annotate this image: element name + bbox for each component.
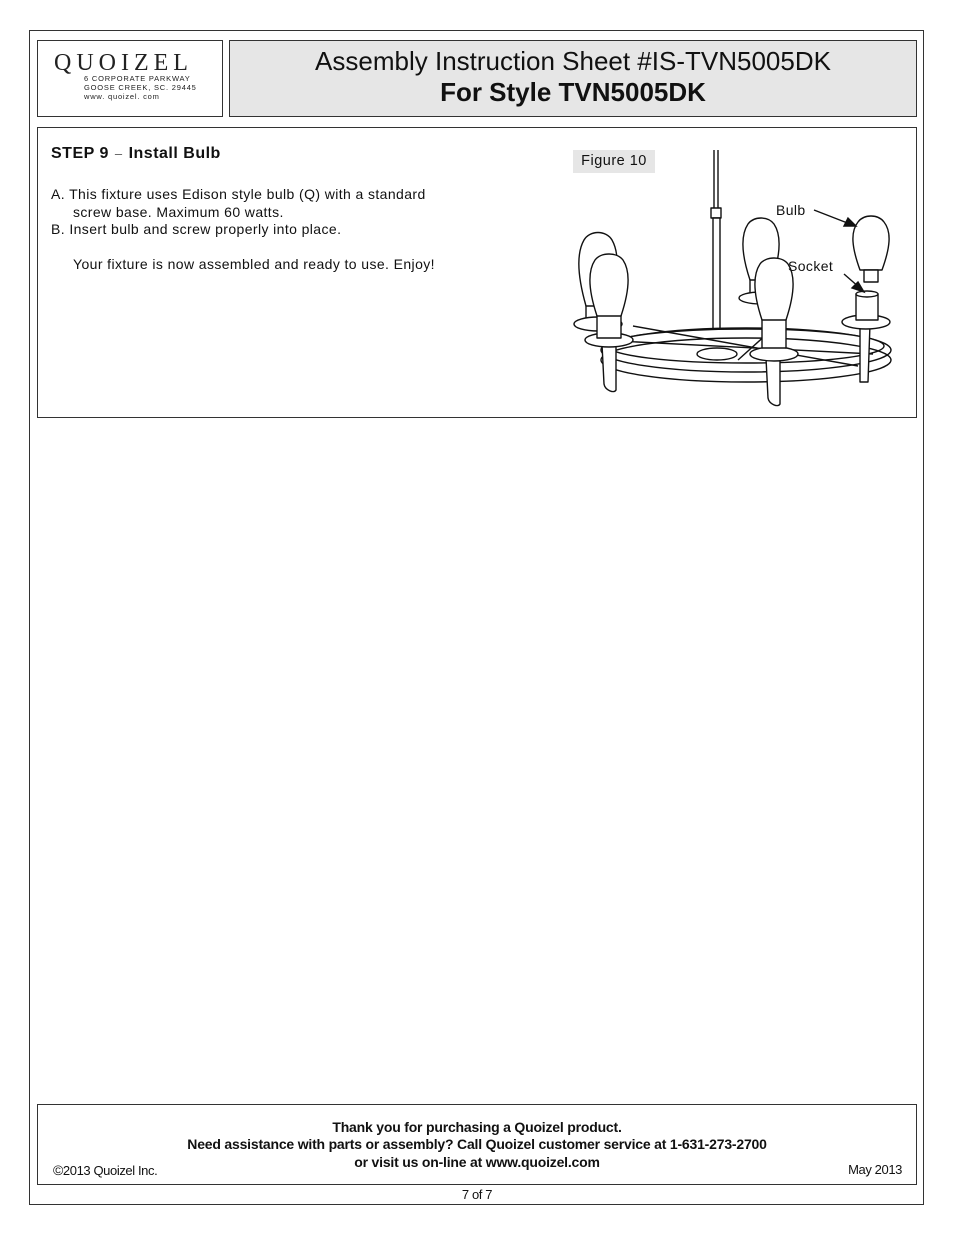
instruction-a: A. This fixture uses Edison style bulb (Q) with a standard [51,186,426,202]
figure-label: Figure 10 [573,150,655,173]
style-title: For Style TVN5005DK [440,77,706,107]
footer-section [37,1104,917,1185]
copyright-text: 2013 Quoizel Inc. [62,1163,158,1178]
instruction-b: B. Insert bulb and screw properly into place. [51,221,342,237]
step-section [37,127,917,418]
chandelier-illustration [38,128,916,417]
bulb-callout: Bulb [776,202,806,218]
address-line: 6 CORPORATE PARKWAY [84,74,191,83]
company-address [84,74,197,101]
closing-note: Your fixture is now assembled and ready to use. Enjoy! [73,256,435,272]
address-line: GOOSE CREEK, SC. 29445 [84,83,197,92]
copyright-symbol: © [53,1162,63,1178]
logo-block [37,40,223,117]
address-line: www. quoizel. com [84,92,160,101]
sheet-title: Assembly Instruction Sheet #IS-TVN5005DK [315,46,831,76]
step-dash: – [114,146,123,161]
socket-callout: Socket [788,258,834,274]
step-title: Install Bulb [128,145,221,162]
thank-you-line: Thank you for purchasing a Quoizel product. [332,1119,622,1135]
title-block [229,40,917,117]
logo-wordmark: QUOIZEL [54,50,193,76]
instruction-a-cont: screw base. Maximum 60 watts. [73,204,284,220]
page-number: 7 of 7 [461,1187,493,1202]
step-number: STEP 9 [51,145,109,162]
website-line: or visit us on-line at www.quoizel.com [354,1154,600,1170]
copyright-notice [53,1162,157,1178]
revision-date: May 2013 [848,1162,902,1177]
assistance-line: Need assistance with parts or assembly? Call Quoizel customer service at 1-631-273-2700 [187,1136,767,1152]
